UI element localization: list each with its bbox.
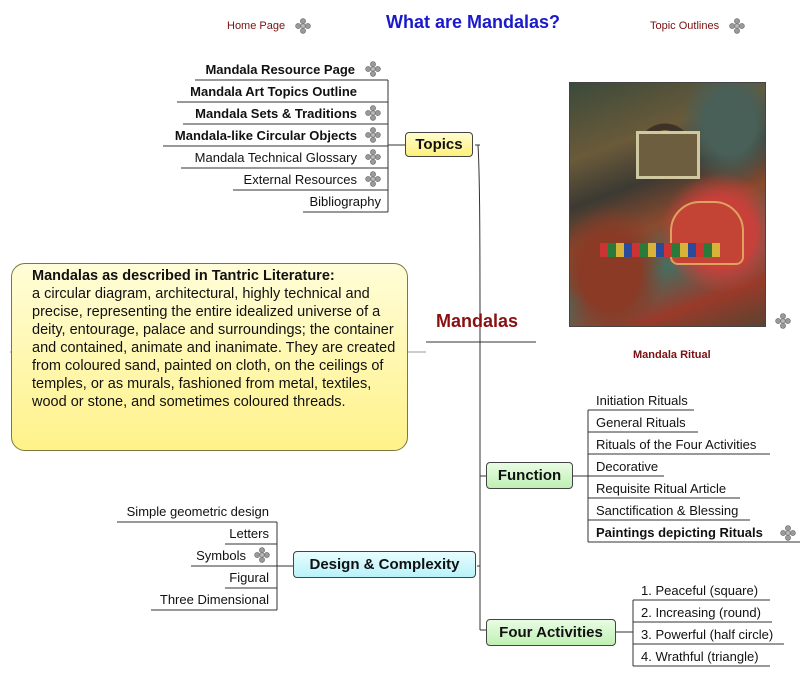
image-caption: Mandala Ritual: [633, 349, 711, 361]
design-complexity-node[interactable]: Design & Complexity: [293, 551, 476, 578]
topic-item-resource-page[interactable]: Mandala Resource Page: [205, 62, 355, 77]
topic-item-art-topics-outline[interactable]: Mandala Art Topics Outline: [190, 84, 357, 99]
topic-item-bibliography[interactable]: Bibliography: [309, 194, 381, 209]
function-node[interactable]: Function: [486, 462, 573, 489]
central-topic[interactable]: Mandalas: [436, 311, 519, 331]
paintings-rituals-cross-icon[interactable]: [780, 525, 796, 541]
resource-page-cross-icon[interactable]: [365, 61, 381, 77]
home-link-cross-icon[interactable]: [295, 18, 311, 34]
function-item-decorative[interactable]: Decorative: [596, 459, 659, 474]
topic-item-technical-glossary[interactable]: Mandala Technical Glossary: [194, 150, 357, 165]
function-item-paintings[interactable]: Paintings depicting Rituals: [596, 525, 763, 540]
topic-outlines-link[interactable]: Topic Outlines: [650, 20, 720, 32]
design-item-three-dimensional[interactable]: Three Dimensional: [159, 592, 269, 607]
function-item-requisite-article[interactable]: Requisite Ritual Article: [596, 481, 727, 496]
note-heading: Mandalas as described in Tantric Literature:: [32, 268, 335, 284]
design-item-figural[interactable]: Figural: [229, 570, 269, 585]
function-item-sanctification[interactable]: Sanctification & Blessing: [596, 503, 739, 518]
circular-objects-cross-icon[interactable]: [365, 127, 381, 143]
design-item-geometric[interactable]: Simple geometric design: [126, 504, 269, 519]
external-resources-cross-icon[interactable]: [365, 171, 381, 187]
topic-item-external-resources[interactable]: External Resources: [243, 172, 357, 187]
activity-item-increasing[interactable]: 2. Increasing (round): [641, 605, 761, 620]
four-activities-node[interactable]: Four Activities: [486, 619, 616, 646]
topic-item-circular-objects[interactable]: Mandala-like Circular Objects: [174, 128, 357, 143]
page-title: What are Mandalas?: [386, 12, 561, 32]
painting-color-band: [600, 243, 720, 257]
activity-item-wrathful[interactable]: 4. Wrathful (triangle): [641, 649, 759, 664]
activity-item-powerful[interactable]: 3. Powerful (half circle): [641, 627, 774, 642]
function-item-four-activities[interactable]: Rituals of the Four Activities: [596, 437, 757, 452]
tantric-definition-note: [11, 263, 408, 451]
painting-cross-icon[interactable]: [775, 313, 791, 329]
function-item-initiation[interactable]: Initiation Rituals: [596, 393, 688, 408]
glossary-cross-icon[interactable]: [365, 149, 381, 165]
function-item-general[interactable]: General Rituals: [596, 415, 686, 430]
mandala-ritual-painting[interactable]: [569, 82, 766, 327]
topics-node[interactable]: Topics: [405, 132, 473, 157]
activity-item-peaceful[interactable]: 1. Peaceful (square): [641, 583, 759, 598]
design-item-symbols[interactable]: Symbols: [196, 548, 246, 563]
sets-traditions-cross-icon[interactable]: [365, 105, 381, 121]
topic-item-sets-traditions[interactable]: Mandala Sets & Traditions: [195, 106, 357, 121]
note-body: a circular diagram, architectural, highly technical and precise, representing the entire idealized universe of a deity, entourage, palace and surroundings; the container and contained, animate and inanimate. They are created from coloured sand, painted on cloth, on the ceilings of temples, or as murals, fashioned from metal, textiles, wood or stone, and sometimes coloured threads.: [32, 286, 396, 410]
design-item-letters[interactable]: Letters: [229, 526, 269, 541]
symbols-cross-icon[interactable]: [254, 547, 270, 563]
home-page-link[interactable]: Home Page: [227, 20, 286, 32]
outline-link-cross-icon[interactable]: [729, 18, 745, 34]
painting-mandala-square: [636, 131, 700, 179]
